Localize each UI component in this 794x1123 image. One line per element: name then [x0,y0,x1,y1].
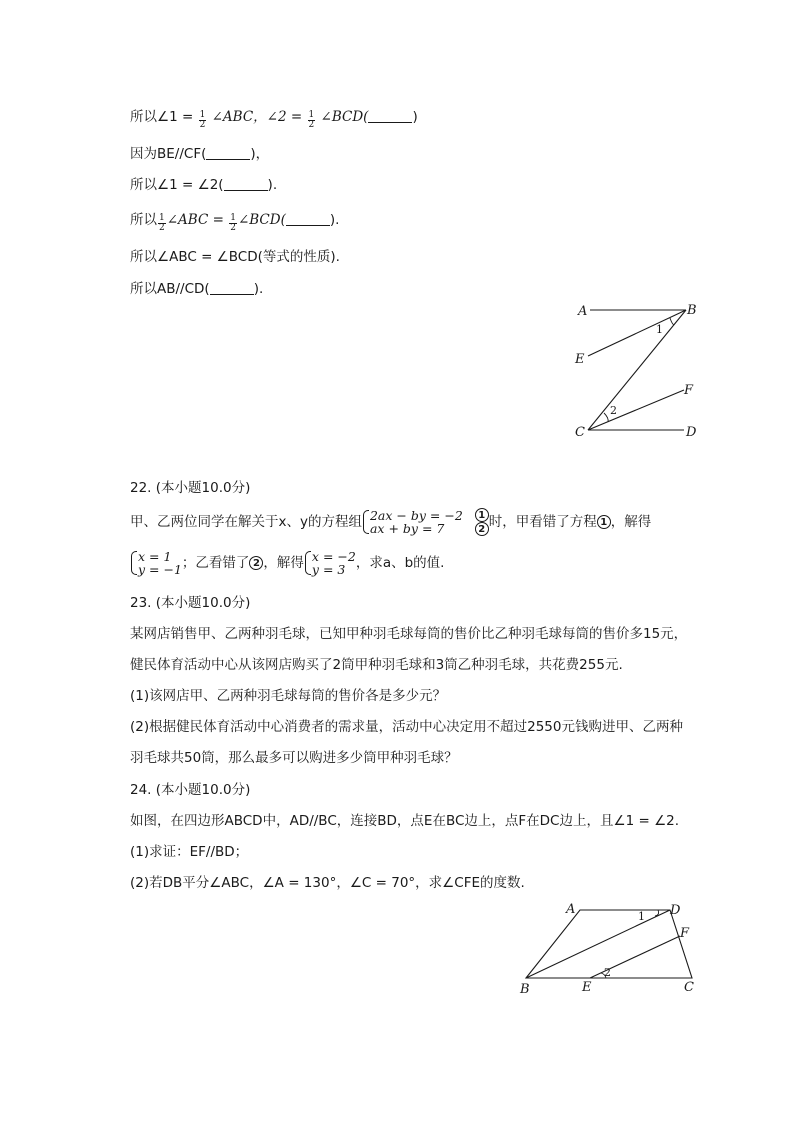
point-label-c: C [575,425,585,440]
point-label-b: B [687,303,697,318]
point-label-b: B [520,982,530,997]
question-23-para-2: 健民体育活动中心从该网店购买了2筒甲种羽毛球和3筒乙种羽毛球，共花费255元. [130,657,623,673]
proof-text: 因为BE//CF( [130,146,207,162]
q22-text: 甲、乙两位同学在解关于x、y的方程组 [130,514,362,530]
point-label-d: D [686,425,697,440]
proof-text: ∠BCD( [320,109,369,125]
fraction-half: $\frac{1}{2}$ [199,110,206,130]
answer-blank[interactable] [286,212,330,226]
point-label-f: F [684,383,694,398]
question-22-text [130,508,651,536]
question-22-solutions [130,549,444,577]
q22-text: ，解得 [610,514,652,530]
question-24-part-1: (1)求证：EF//BD； [130,844,249,860]
solution-system-1: x = 1 y = −1 [130,550,182,576]
question-23-part-1: (1)该网店甲、乙两种羽毛球每筒的售价各是多少元？ [130,688,447,704]
figure-quadrilateral [510,898,710,998]
circle-marker-2: 2 [249,556,263,570]
answer-blank[interactable] [368,109,412,123]
proof-line-5: 所以∠ABC = ∠BCD(等式的性质). [130,249,340,265]
proof-text: ). [329,212,340,228]
point-label-e: E [575,352,585,367]
q22-text: ，解得 [263,555,304,571]
figure-zigzag-lines [560,298,710,448]
question-23-header: 23. (本小题10.0分) [130,595,251,611]
proof-text: 所以 [130,212,157,228]
proof-text: )， [250,146,270,162]
point-label-f: F [680,926,690,941]
angle-label-2: 2 [604,966,611,979]
proof-text: ∠BCD( [237,212,286,228]
q22-text: ；乙看错了 [181,555,250,571]
question-23-para-1: 某网店销售甲、乙两种羽毛球，已知甲种羽毛球每筒的售价比乙种羽毛球每筒的售价多15元， [130,626,688,642]
proof-line-2 [130,144,269,164]
proof-text: ∠ABC = [166,212,224,228]
proof-line-6 [130,279,263,299]
q22-text: ，求a、b的值. [355,555,445,571]
proof-text: ∠ABC，∠2 = [211,109,303,125]
point-label-a: A [578,304,588,319]
equation-system: 2ax − by = −2 ax + by = 7 [362,509,463,535]
point-label-c: C [684,980,694,995]
proof-text: 所以AB//CD( [130,281,210,297]
point-label-e: E [582,980,592,995]
fraction-half: $\frac{1}{2}$ [230,213,236,233]
proof-text: ). [253,281,264,297]
circle-marker-2: 2 [475,522,489,536]
angle-label-2: 2 [610,404,617,417]
fraction-half: $\frac{1}{2}$ [159,213,165,233]
proof-text: 所以∠1 = [130,109,194,125]
solution-system-2: x = −2 y = 3 [304,550,356,576]
fraction-half: $\frac{1}{2}$ [308,110,315,130]
proof-line-4 [130,210,339,233]
proof-text: 所以∠1 = ∠2( [130,177,224,193]
answer-blank[interactable] [206,146,250,160]
question-24-part-2: (2)若DB平分∠ABC，∠A = 130°，∠C = 70°，求∠CFE的度数. [130,875,525,891]
circle-marker-1: 1 [475,508,489,522]
question-23-part-2: (2)根据健民体育活动中心消费者的需求量，活动中心决定用不超过2550元钱购进甲、乙两种 [130,719,683,735]
question-24-para-1: 如图，在四边形ABCD中，AD//BC，连接BD，点E在BC边上，点F在DC边上，且∠1 = ∠2. [130,813,680,829]
question-23-part-2-cont: 羽毛球共50筒，那么最多可以购进多少筒甲种羽毛球？ [130,750,458,766]
q22-text: 时，甲看错了方程 [488,514,597,530]
answer-blank[interactable] [224,177,268,191]
question-24-header: 24. (本小题10.0分) [130,782,251,798]
circle-marker-1: 1 [597,515,611,529]
proof-text: ). [267,177,278,193]
proof-line-3 [130,175,277,195]
point-label-a: A [566,902,576,917]
answer-blank[interactable] [210,281,254,295]
angle-label-1: 1 [638,910,645,923]
proof-text: ) [412,109,418,125]
angle-label-1: 1 [656,323,663,336]
equation-markers [475,508,489,536]
proof-line-1 [130,107,418,130]
question-22-header: 22. (本小题10.0分) [130,480,251,496]
point-label-d: D [670,903,681,918]
